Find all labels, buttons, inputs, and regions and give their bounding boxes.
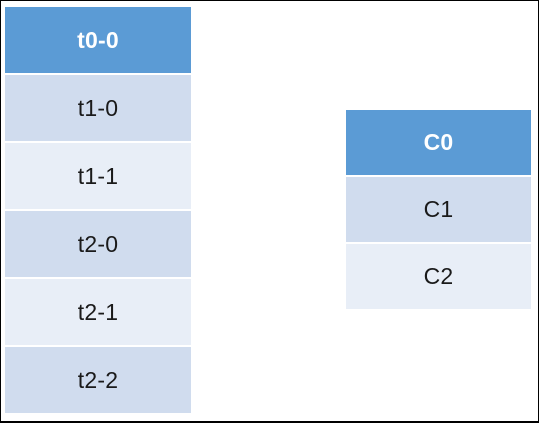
left-table-row-t1-0: t1-0 [5, 75, 191, 141]
right-table-row-c1: C1 [346, 177, 531, 242]
left-table-header: t0-0 [5, 7, 191, 73]
right-table-header: C0 [346, 110, 531, 175]
left-table-row-t2-2: t2-2 [5, 347, 191, 413]
right-table-row-c2: C2 [346, 244, 531, 309]
left-table-row-t1-1: t1-1 [5, 143, 191, 209]
left-table [5, 7, 191, 413]
left-table-row-t2-0: t2-0 [5, 211, 191, 277]
left-table-row-t2-1: t2-1 [5, 279, 191, 345]
right-table [346, 110, 531, 309]
